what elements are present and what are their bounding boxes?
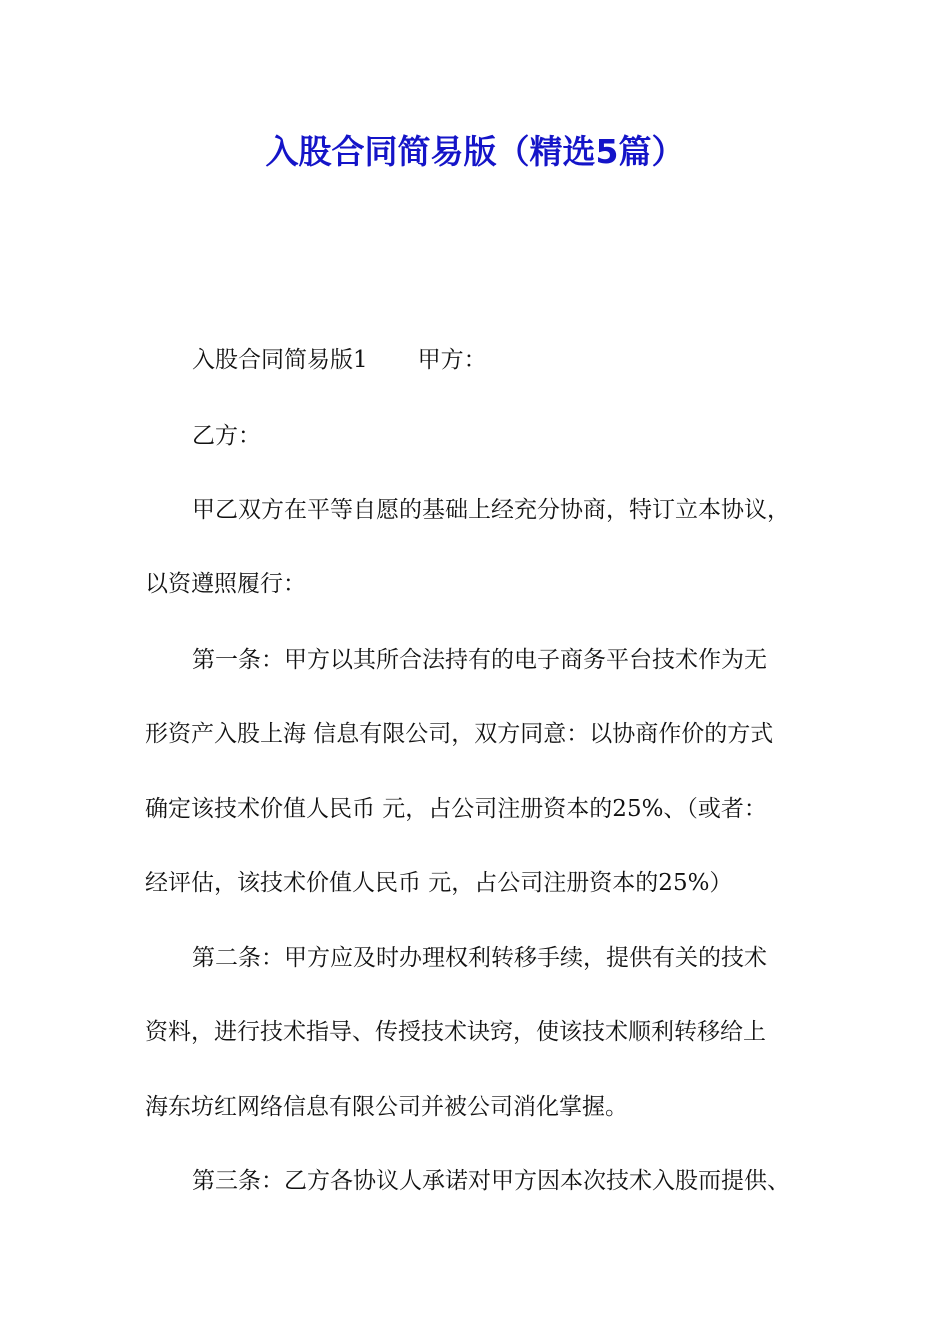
paragraph-line: 第三条：乙方各协议人承诺对甲方因本次技术入股而提供、: [192, 1168, 790, 1194]
paragraph-line: 第一条：甲方以其所合法持有的电子商务平台技术作为无: [192, 647, 767, 673]
party-a-label: 甲方：: [417, 347, 487, 373]
contract-heading: 入股合同简易版1: [192, 347, 368, 373]
paragraph-line: 经评估，该技术价值人民币 元，占公司注册资本的25%）: [145, 870, 733, 896]
paragraph-line: 确定该技术价值人民币 元，占公司注册资本的25%、（或者：: [145, 796, 767, 822]
party-b-label: 乙方：: [192, 423, 261, 449]
paragraph-line: 形资产入股上海 信息有限公司，双方同意：以协商作价的方式: [145, 721, 774, 747]
paragraph-line: 资料，进行技术指导、传授技术诀窍，使该技术顺利转移给上: [145, 1019, 766, 1045]
paragraph-line: 甲乙双方在平等自愿的基础上经充分协商，特订立本协议，: [192, 497, 790, 523]
paragraph-line: 以资遵照履行：: [145, 571, 306, 597]
paragraph-line: 海东坊红网络信息有限公司并被公司消化掌握。: [145, 1094, 628, 1120]
contract-heading-line: [192, 345, 862, 375]
paragraph-line: 第二条：甲方应及时办理权利转移手续，提供有关的技术: [192, 945, 767, 971]
document-title: 入股合同简易版（精选5篇）: [265, 132, 685, 171]
